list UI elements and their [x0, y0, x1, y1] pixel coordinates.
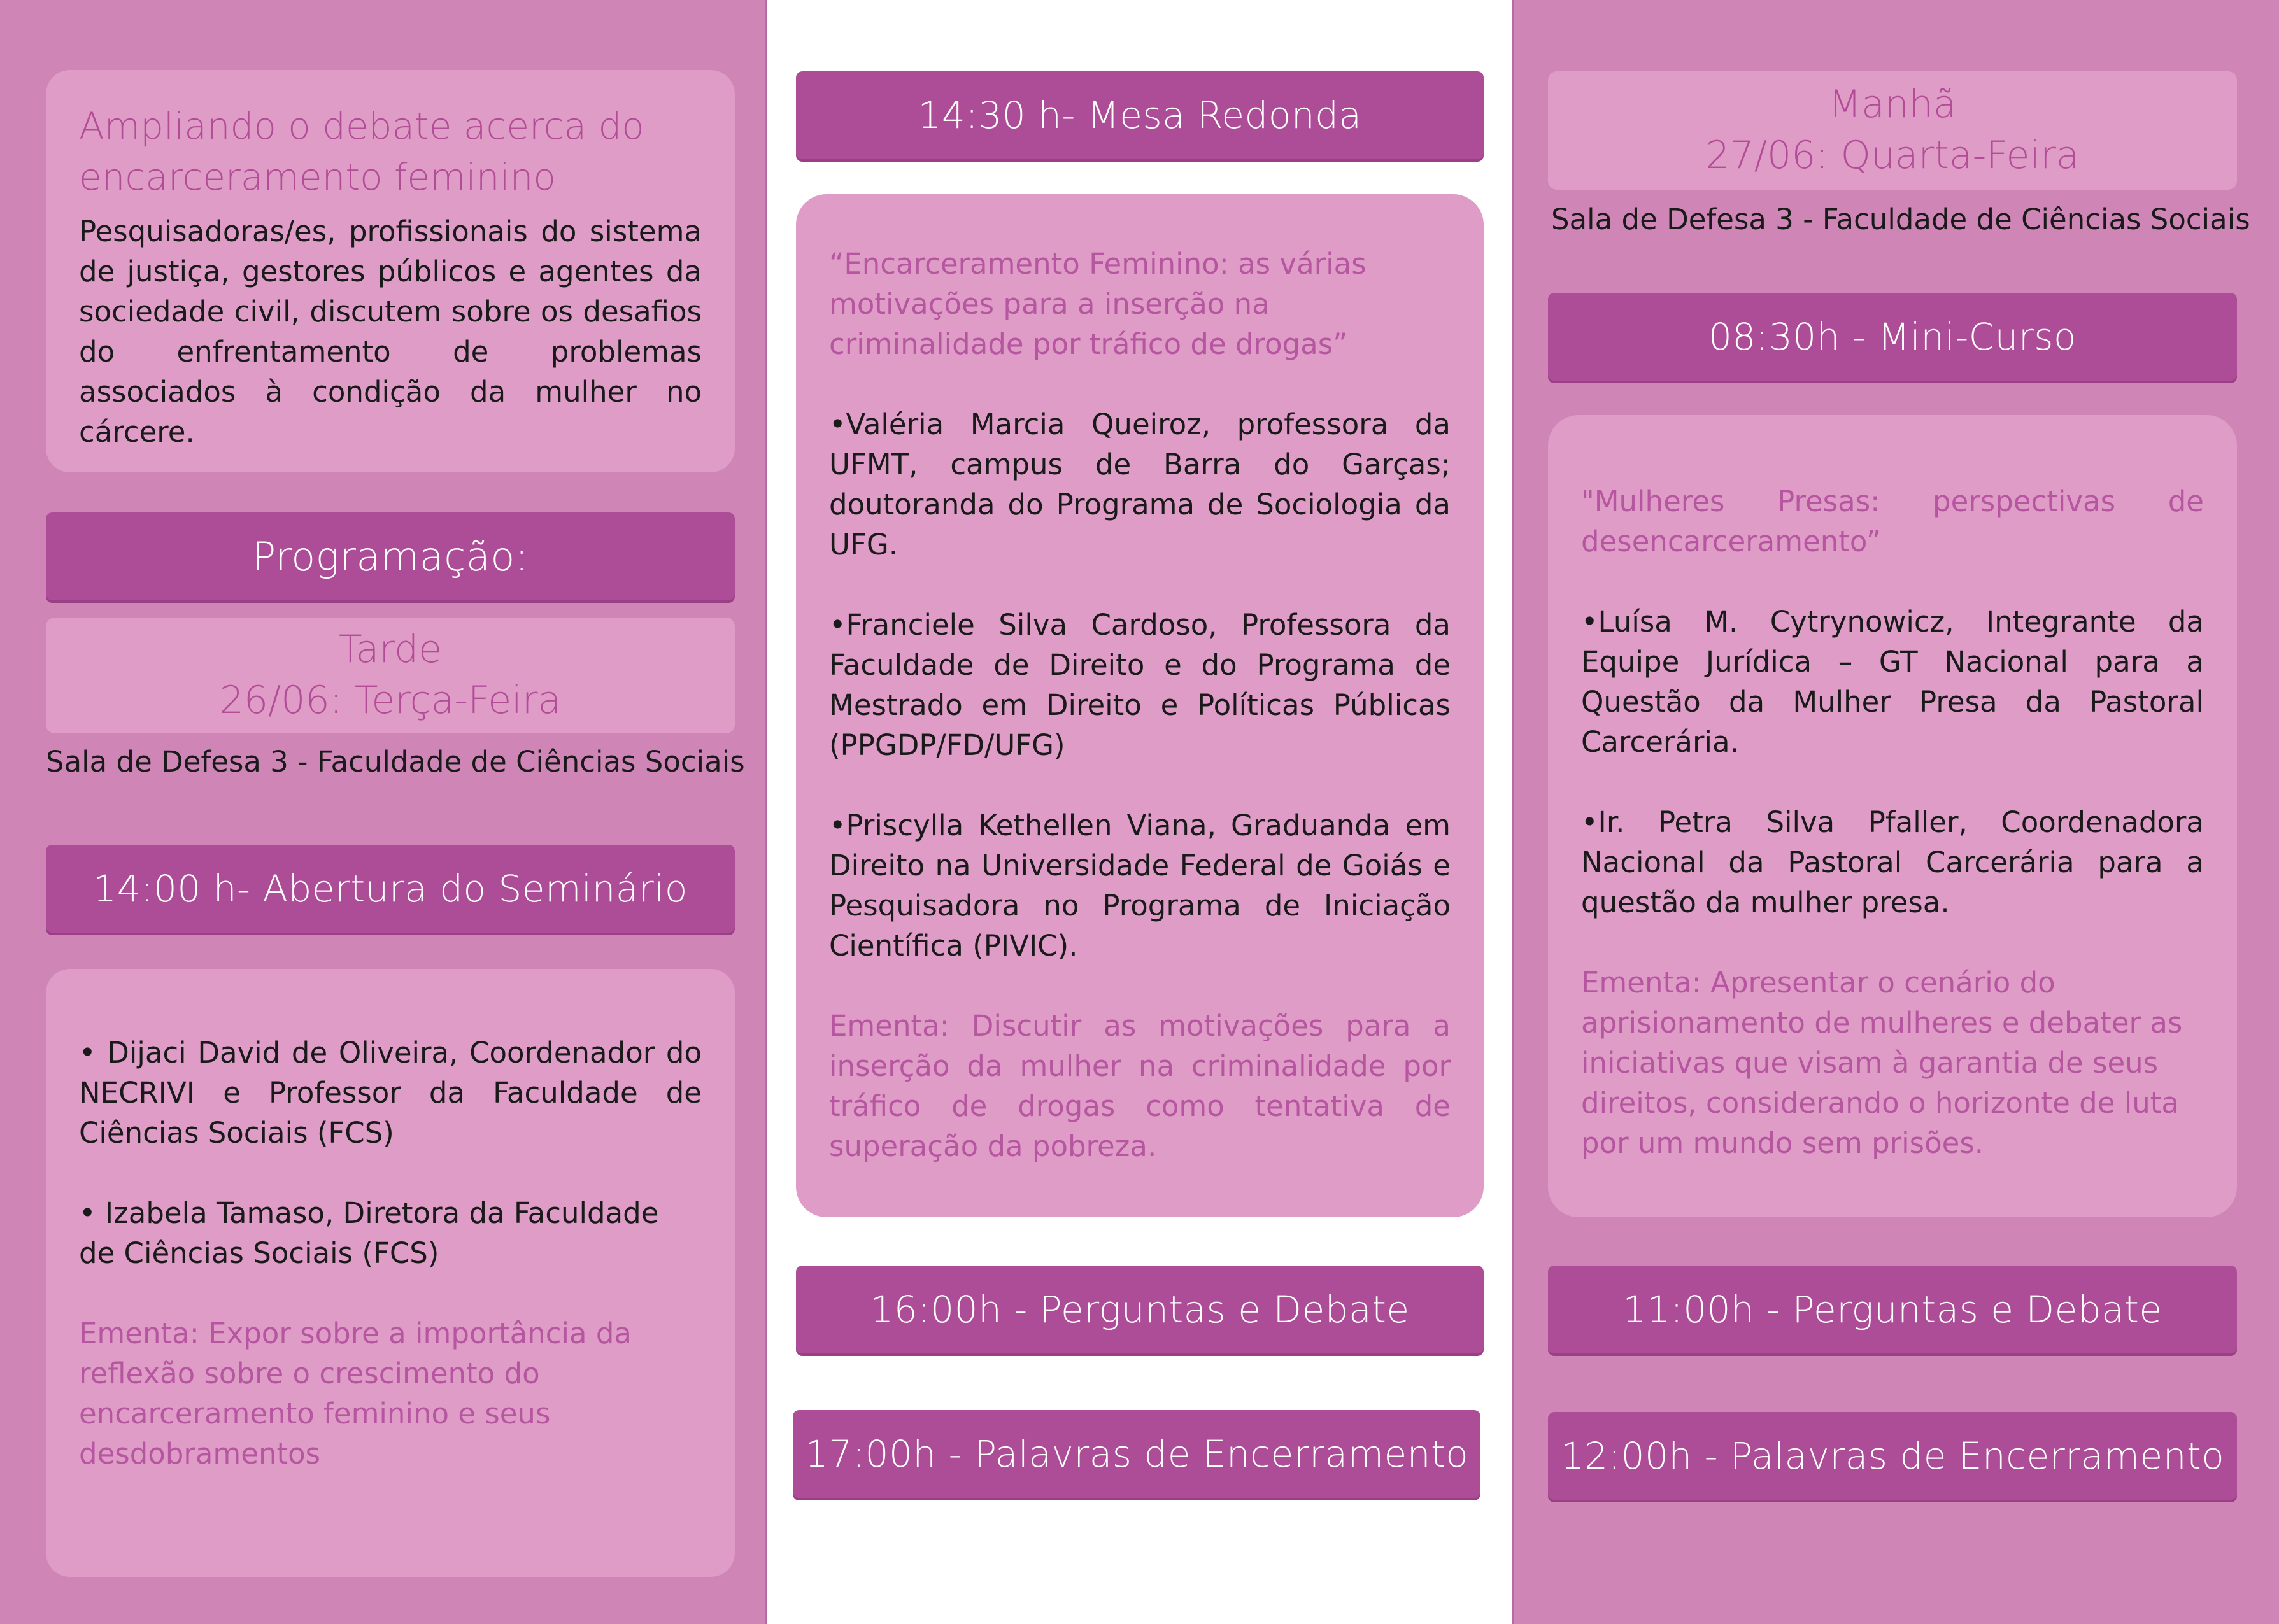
opening-item-1: • Dijaci David de Oliveira, Coordenador do NECRIVI e Professor da Faculdade de Ciências Sociais (FCS) [79, 1036, 702, 1150]
opening-bar: 14:00 h- Abertura do Seminário [46, 845, 735, 933]
session-date: 26/06: Terça-Feira [219, 678, 562, 723]
room-label-left: Sala de Defesa 3 - Faculdade de Ciências Sociais [46, 745, 745, 779]
session-tarde [46, 618, 735, 733]
minicurso-quote: "Mulheres Presas: perspectivas de desencarceramento” [1581, 484, 2204, 558]
intro-title-line2: encarceramento feminino [79, 155, 556, 199]
closing-bar-right: 12:00h - Palavras de Encerramento [1548, 1412, 2237, 1500]
mesa-redonda-bar: 14:30 h- Mesa Redonda [796, 71, 1484, 159]
intro-box [46, 70, 735, 472]
mesa-item-2: •Franciele Silva Cardoso, Professora da Faculdade de Direito e do Programa de Mestrado em Direito e Políticas Públicas (PPGDP/FD/UFG) [829, 608, 1451, 762]
debate-bar-middle: 16:00h - Perguntas e Debate [796, 1266, 1484, 1353]
closing-bar-middle: 17:00h - Palavras de Encerramento [793, 1410, 1480, 1498]
mesa-item-3: •Priscylla Kethellen Viana, Graduanda em Direito na Universidade Federal de Goiás e Pesquisadora no Programa de Iniciação Científica (PIVIC). [829, 808, 1451, 963]
session-date-right: 27/06: Quarta-Feira [1705, 133, 2080, 178]
debate-bar-right: 11:00h - Perguntas e Debate [1548, 1266, 2237, 1353]
right-panel [1512, 0, 2279, 1624]
session-period-right: Manhã [1828, 82, 1957, 127]
programacao-bar: Programação: [46, 512, 735, 600]
intro-title-line1: Ampliando o debate acerca do [79, 104, 644, 148]
minicurso-ementa: Ementa: Apresentar o cenário do aprisionamento de mulheres e debater as iniciativas que visam à garantia de seus direitos, considerando o horizonte de luta por um mundo sem prisões. [1581, 966, 2183, 1160]
minicurso-item-2: •Ir. Petra Silva Pfaller, Coordenadora Nacional da Pastoral Carcerária para a questão da mulher presa. [1581, 805, 2204, 919]
room-label-right: Sala de Defesa 3 - Faculdade de Ciências Sociais [1551, 202, 2250, 236]
mesa-ementa: Ementa: Discutir as motivações para a inserção da mulher na criminalidade por tráfico de drogas como tentativa de superação da pobreza. [829, 1009, 1451, 1163]
intro-paragraph: Pesquisadoras/es, profissionais do sistema de justiça, gestores públicos e agentes da sociedade civil, discutem sobre os desafios do enfrentamento de problemas associados à condição da mulher no cárcere. [79, 215, 702, 449]
opening-box [46, 969, 735, 1577]
mesa-redonda-box [796, 194, 1484, 1217]
minicurso-box [1548, 415, 2237, 1217]
session-period: Tarde [338, 627, 443, 672]
mesa-item-1: •Valéria Marcia Queiroz, professora da UFMT, campus de Barra do Garças; doutoranda do Programa de Sociologia da UFG. [829, 407, 1451, 561]
opening-item-2: • Izabela Tamaso, Diretora da Faculdade de Ciências Sociais (FCS) [79, 1196, 659, 1270]
minicurso-item-1: •Luísa M. Cytrynowicz, Integrante da Equipe Jurídica – GT Nacional para a Questão da Mulher Presa da Pastoral Carcerária. [1581, 605, 2204, 759]
opening-ementa: Ementa: Expor sobre a importância da reflexão sobre o crescimento do encarceramento feminino e seus desdobramentos [79, 1317, 632, 1471]
mesa-quote: “Encarceramento Feminino: as várias motivações para a inserção na criminalidade por tráfico de drogas” [829, 247, 1367, 361]
left-panel [0, 0, 767, 1624]
session-manha [1548, 71, 2237, 190]
intro-title [79, 101, 702, 202]
middle-panel [767, 0, 1512, 1624]
minicurso-bar: 08:30h - Mini-Curso [1548, 293, 2237, 381]
